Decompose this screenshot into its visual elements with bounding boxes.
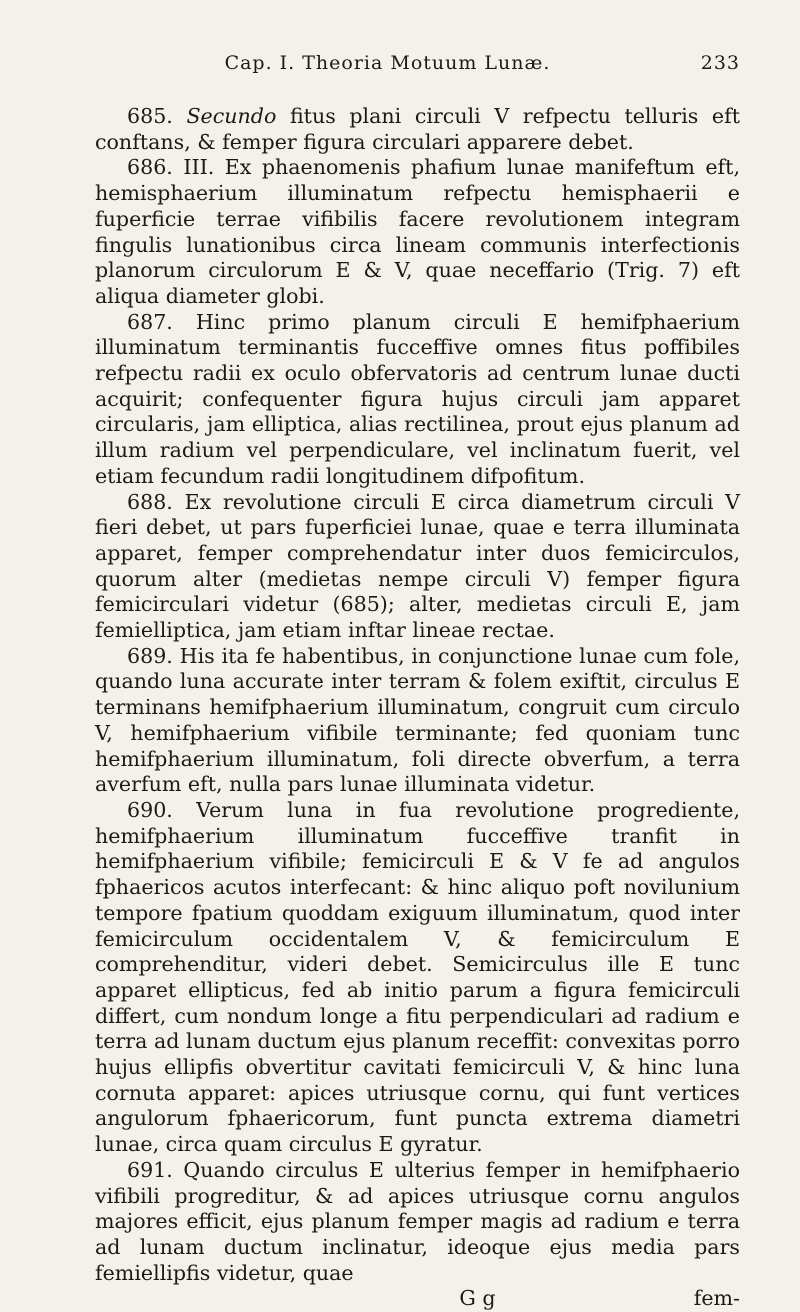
paragraph-text: Hinc primo planum circuli E hemifphaerium illuminatum terminantis fucceffive omnes fitus poffibiles refpectu radii ex oculo obfervatoris ad centrum lunae ducti acquirit; confequenter figura hujus circuli jam apparet circularis, jam elliptica, alias rectilinea, prout ejus planum ad illum radium vel perpendiculare, vel inclinatum fuerit, vel etiam fecundum radii longitudinem difpofitum. [95, 309, 740, 488]
paragraph-number: 691. [127, 1157, 173, 1182]
paragraph-text: Ex revolutione circuli E circa diametrum circuli V fieri debet, ut pars fuperficiei lunae, quae e terra illuminata apparet, femper comprehendatur inter duos femicirculos, quorum alter (medietas nempe circuli V) femper figura femicirculari videtur (685); alter, medietas circuli E, jam femielliptica, jam etiam inftar lineae rectae. [95, 489, 740, 643]
paragraph-691 [95, 1158, 740, 1287]
paragraph-text: His ita fe habentibus, in conjunctione lunae cum fole, quando luna accurate inter terram & folem exiftit, circulus E terminans hemifphaerium illuminatum, congruit cum circulo V, hemifphaerium vifibile terminante; fed quoniam tunc hemifphaerium illuminatum, foli directe obverfum, a terra averfum eft, nulla pars lunae illuminata videtur. [95, 643, 740, 797]
paragraph-686 [95, 155, 740, 309]
paragraph-number: 685. [127, 104, 173, 128]
running-header [95, 52, 740, 92]
paragraph-number: 687. [127, 309, 173, 334]
paragraph-text: fitus plani circuli V refpectu telluris eft conftans, & femper figura circulari apparere debet. [95, 104, 741, 154]
paragraph-688 [95, 490, 740, 644]
paragraph-number: 688. [127, 489, 173, 514]
paragraph-689 [95, 644, 740, 798]
paragraph-685 [95, 104, 740, 155]
paragraph-text: III. Ex phaenomenis phafium lunae manifeftum eft, hemisphaerium illuminatum refpectu hemisphaerii e fuperficie terrae vifibilis facere revolutionem integram fingulis lunationibus circa lineam communis interfectionis planorum circulorum E & V, quae neceffario (Trig. 7) eft aliqua diameter globi. [95, 155, 740, 308]
paragraph-687 [95, 310, 740, 490]
paragraph-690 [95, 798, 740, 1158]
paragraph-lead: Secundo [186, 104, 277, 128]
catchword: fem- [693, 1286, 740, 1311]
paragraph-text: Quando circulus E ulterius femper in hemifphaerio vifibili progreditur, & ad apices utriusque cornu angulos majores efficit, ejus planum femper magis ad radium e terra ad lunam ductum inclinatur, ideoque ejus media pars femiellipfis videtur, quae [95, 1157, 740, 1285]
body-text [95, 104, 740, 1286]
page-footer [95, 1286, 740, 1312]
page-number: 233 [700, 52, 740, 74]
paragraph-number: 690. [127, 797, 173, 822]
paragraph-number: 686. [127, 155, 173, 180]
paragraph-text: Verum luna in fua revolutione progrediente, hemifphaerium illuminatum fucceffive tranfit in hemifphaerium vifibile; femicirculi E & V fe ad angulos fphaericos acutos interfecant: & hinc aliquo poft novilunium tempore fpatium quoddam exiguum illuminatum, quod inter femicirculum occidentalem V, & femicirculum E comprehenditur, videri debet. Semicirculus ille E tunc apparet ellipticus, fed ab initio parum a figura femicirculi differt, cum nondum longe a fitu perpendiculari ad radium e terra ad lunam ductum ejus planum receffit: convexitas porro hujus ellipfis obvertitur cavitati femicirculi V, & hinc luna cornuta apparet: apices utriusque cornu, qui funt vertices angulorum fphaericorum, funt puncta extrema diametri lunae, circa quam circulus E gyratur. [95, 797, 740, 1157]
running-title: Cap. I. Theoria Motuum Lunæ. [224, 52, 551, 74]
paragraph-number: 689. [127, 643, 173, 668]
signature-mark: G g [459, 1286, 496, 1311]
